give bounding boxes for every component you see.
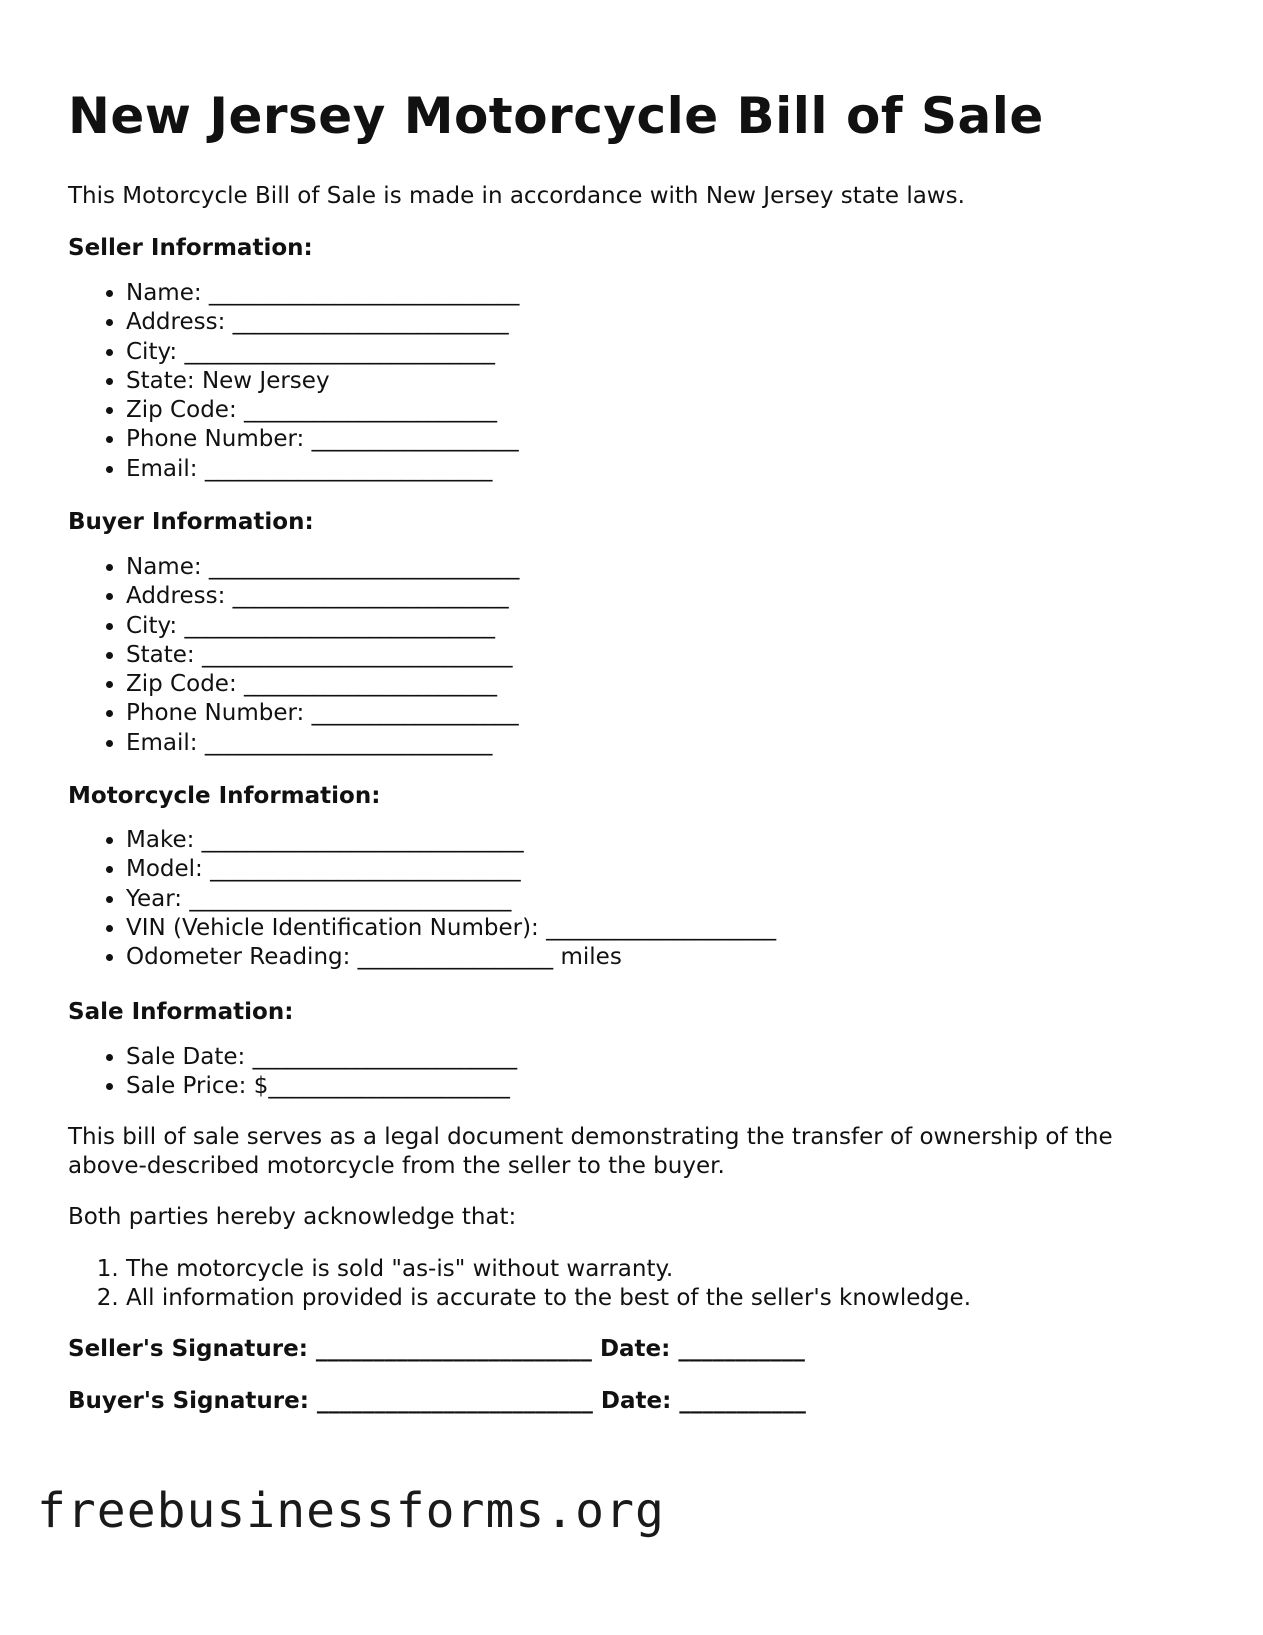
seller-email-field: • Email: _________________________	[126, 455, 519, 484]
seller-city-field: • City: ___________________________	[126, 338, 519, 367]
buyer-zip-field: • Zip Code: ______________________	[126, 670, 519, 699]
buyer-address-field: • Address: ________________________	[126, 582, 519, 611]
acknowledgement-intro: Both parties hereby acknowledge that:	[68, 1204, 517, 1230]
buyer-name-field: • Name: ___________________________	[126, 553, 519, 582]
acknowledgement-item: 2. All information provided is accurate to the best of the seller's knowledge.	[126, 1284, 971, 1313]
motorcycle-vin-field: • VIN (Vehicle Identification Number): ____________________	[126, 914, 776, 943]
buyer-signature-line: Buyer's Signature: ________________________ Date: ___________	[68, 1388, 806, 1414]
motorcycle-odometer-field: • Odometer Reading: _________________ miles	[126, 943, 776, 972]
motorcycle-fields-list	[68, 826, 776, 972]
legal-statement: This bill of sale serves as a legal document demonstrating the transfer of ownership of the above-described motorcycle from the seller to the buyer.	[68, 1124, 1113, 1179]
buyer-fields-list	[68, 553, 519, 758]
motorcycle-make-field: • Make: ____________________________	[126, 826, 776, 855]
watermark-footer: freebusinessforms.org	[37, 1483, 665, 1539]
sale-fields-list	[68, 1043, 517, 1102]
seller-fields-list	[68, 279, 519, 484]
sale-heading: Sale Information:	[68, 999, 294, 1025]
buyer-city-field: • City: ___________________________	[126, 612, 519, 641]
motorcycle-year-field: • Year: ____________________________	[126, 885, 776, 914]
seller-phone-field: • Phone Number: __________________	[126, 425, 519, 454]
sale-date-field: • Sale Date: _______________________	[126, 1043, 517, 1072]
seller-name-field: • Name: ___________________________	[126, 279, 519, 308]
seller-address-field: • Address: ________________________	[126, 308, 519, 337]
seller-state-field: • State: New Jersey	[126, 367, 519, 396]
buyer-phone-field: • Phone Number: __________________	[126, 699, 519, 728]
buyer-heading: Buyer Information:	[68, 509, 314, 535]
sale-price-field: • Sale Price: $_____________________	[126, 1072, 517, 1101]
buyer-email-field: • Email: _________________________	[126, 729, 519, 758]
acknowledgement-item: 1. The motorcycle is sold "as-is" without warranty.	[126, 1255, 971, 1284]
motorcycle-model-field: • Model: ___________________________	[126, 855, 776, 884]
intro-text: This Motorcycle Bill of Sale is made in accordance with New Jersey state laws.	[68, 183, 965, 209]
seller-zip-field: • Zip Code: ______________________	[126, 396, 519, 425]
seller-heading: Seller Information:	[68, 235, 313, 261]
document-page	[68, 86, 1218, 1414]
seller-signature-line: Seller's Signature: ________________________ Date: ___________	[68, 1336, 805, 1362]
document-title: New Jersey Motorcycle Bill of Sale	[68, 87, 1044, 145]
acknowledgement-list	[68, 1255, 971, 1314]
buyer-state-field: • State: ___________________________	[126, 641, 519, 670]
motorcycle-heading: Motorcycle Information:	[68, 783, 381, 809]
